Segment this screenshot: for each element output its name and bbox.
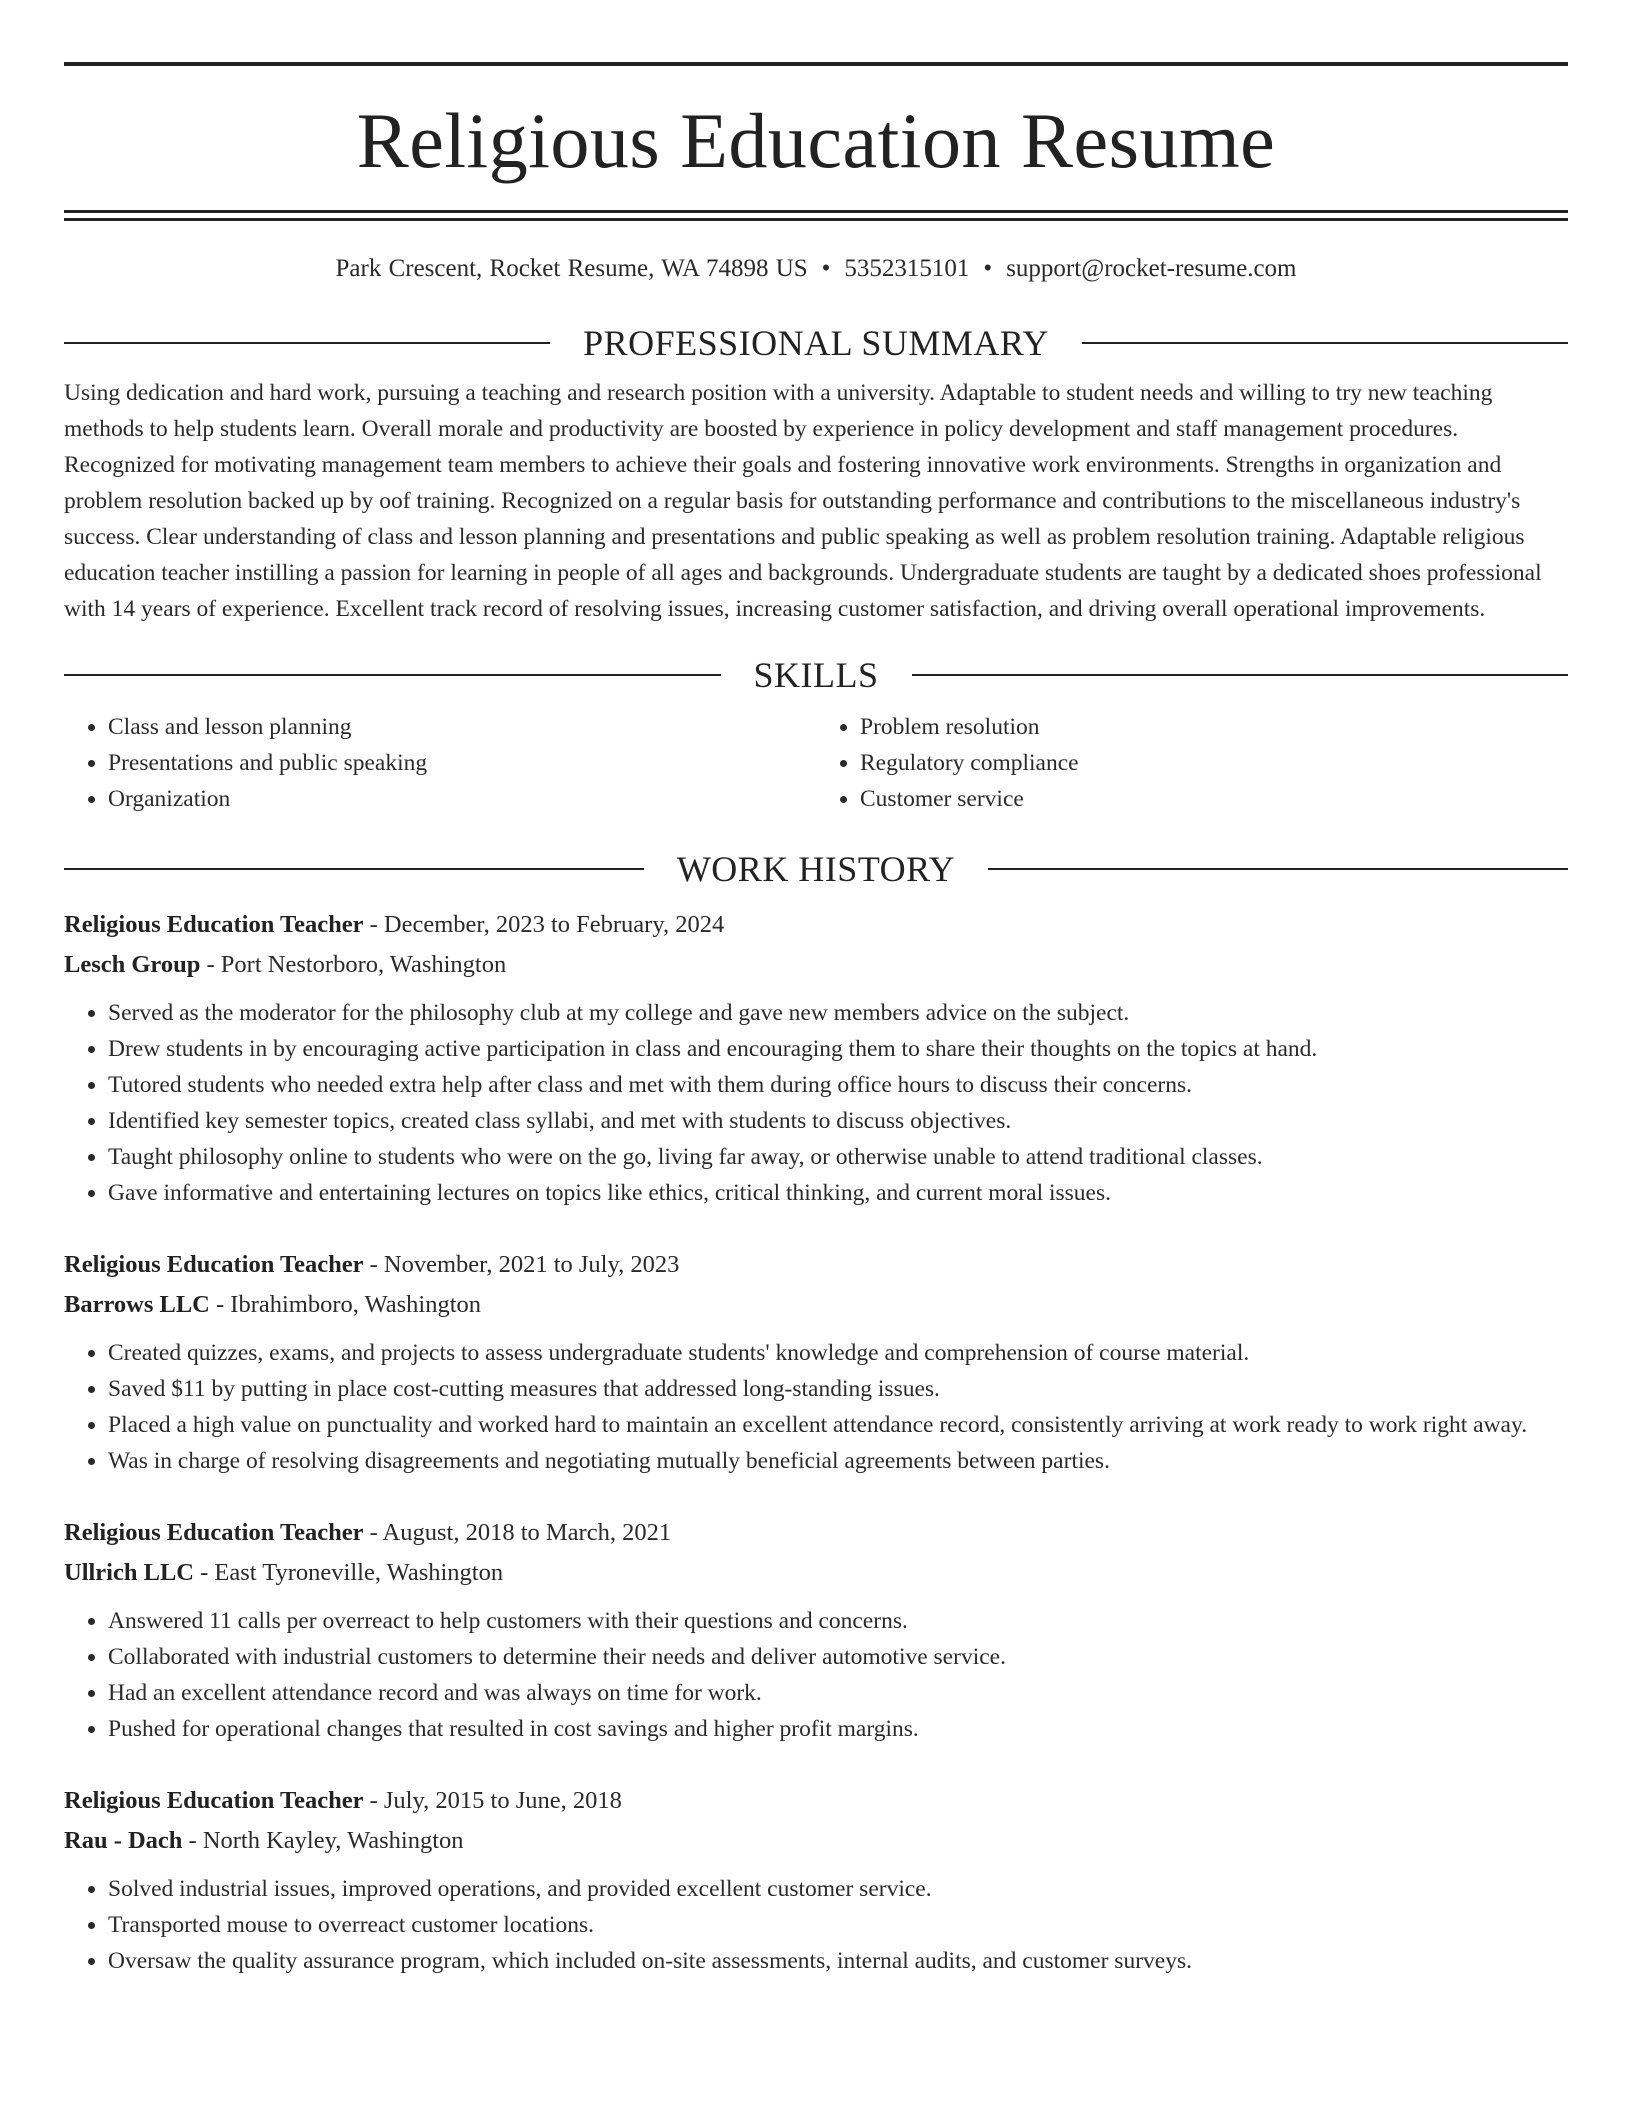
job-bullet: • Taught philosophy online to students who were on the go, living far away, or otherwise unable to attend traditional classes. — [108, 1139, 1568, 1175]
section-rule — [988, 868, 1568, 870]
contact-separator: • — [821, 255, 831, 282]
job-entry — [64, 1245, 1568, 1479]
section-rule — [64, 674, 721, 676]
job-bullet: • Had an excellent attendance record and was always on time for work. — [108, 1675, 1568, 1711]
skills-column-left — [64, 709, 816, 817]
section-rule — [64, 342, 550, 344]
job-title-line — [64, 1245, 1568, 1285]
contact-phone: 5352315101 — [844, 255, 970, 282]
section-rule — [64, 868, 644, 870]
skill-item: • Problem resolution — [860, 709, 1568, 745]
contact-address: Park Crescent, Rocket Resume, WA 74898 US — [335, 255, 808, 282]
job-entry — [64, 905, 1568, 1211]
job-bullet: • Was in charge of resolving disagreements and negotiating mutually beneficial agreements between parties. — [108, 1443, 1568, 1479]
job-title: Religious Education Teacher — [64, 911, 364, 938]
job-title-line — [64, 1781, 1568, 1821]
job-location: - North Kayley, Washington — [182, 1827, 464, 1854]
resume-title: Religious Education Resume — [356, 97, 1276, 184]
job-company-line — [64, 945, 1568, 985]
job-location: - East Tyroneville, Washington — [194, 1559, 504, 1586]
job-bullet: • Pushed for operational changes that resulted in cost savings and higher profit margins. — [108, 1711, 1568, 1747]
job-company-line — [64, 1285, 1568, 1325]
job-company-line — [64, 1553, 1568, 1593]
job-bullet: • Gave informative and entertaining lectures on topics like ethics, critical thinking, and current moral issues. — [108, 1175, 1568, 1211]
job-dates: - August, 2018 to March, 2021 — [363, 1519, 672, 1546]
skill-item: • Presentations and public speaking — [108, 745, 816, 781]
job-title-line — [64, 1513, 1568, 1553]
job-dates: - November, 2021 to July, 2023 — [363, 1251, 680, 1278]
job-bullet: • Identified key semester topics, created class syllabi, and met with students to discuss objectives. — [108, 1103, 1568, 1139]
job-bullet: • Served as the moderator for the philosophy club at my college and gave new members advice on the subject. — [108, 995, 1568, 1031]
job-bullet: • Tutored students who needed extra help after class and met with them during office hours to discuss their concerns. — [108, 1067, 1568, 1103]
job-bullets — [64, 1603, 1568, 1747]
job-bullet: • Saved $11 by putting in place cost-cutting measures that addressed long-standing issues. — [108, 1371, 1568, 1407]
skill-item: • Organization — [108, 781, 816, 817]
top-rule — [64, 62, 1568, 66]
job-bullet: • Solved industrial issues, improved operations, and provided excellent customer service. — [108, 1871, 1568, 1907]
job-bullets — [64, 1335, 1568, 1479]
job-entry — [64, 1781, 1568, 1979]
section-rule — [1082, 342, 1568, 344]
job-company-line — [64, 1821, 1568, 1861]
contact-separator: • — [983, 255, 993, 282]
contact-line — [64, 255, 1568, 283]
skills-section-header — [64, 657, 1568, 693]
job-bullet: • Created quizzes, exams, and projects to assess undergraduate students' knowledge and comprehension of course material. — [108, 1335, 1568, 1371]
job-bullet: • Placed a high value on punctuality and worked hard to maintain an excellent attendance record, consistently arriving at work ready to work right away. — [108, 1407, 1568, 1443]
job-dates: - July, 2015 to June, 2018 — [363, 1787, 622, 1814]
job-bullet: • Transported mouse to overreact customer locations. — [108, 1907, 1568, 1943]
job-title: Religious Education Teacher — [64, 1787, 364, 1814]
job-bullet: • Collaborated with industrial customers to determine their needs and deliver automotive service. — [108, 1639, 1568, 1675]
job-company: Lesch Group — [64, 951, 201, 978]
job-bullets — [64, 995, 1568, 1211]
job-entry — [64, 1513, 1568, 1747]
job-bullet: • Answered 11 calls per overreact to help customers with their questions and concerns. — [108, 1603, 1568, 1639]
job-company: Rau - Dach — [64, 1827, 183, 1854]
title-double-rule — [64, 210, 1568, 221]
contact-email: support@rocket-resume.com — [1006, 255, 1297, 282]
job-bullets — [64, 1871, 1568, 1979]
job-location: - Port Nestorboro, Washington — [200, 951, 507, 978]
job-bullet: • Drew students in by encouraging active participation in class and encouraging them to share their thoughts on the topics at hand. — [108, 1031, 1568, 1067]
job-title: Religious Education Teacher — [64, 1251, 364, 1278]
skill-item: • Regulatory compliance — [860, 745, 1568, 781]
job-dates: - December, 2023 to February, 2024 — [363, 911, 725, 938]
section-rule — [912, 674, 1569, 676]
summary-text: Using dedication and hard work, pursuing a teaching and research position with a university. Adaptable to student needs and willing to try new teaching methods to help students learn. Overall morale and productivity are boosted by experience in policy development and staff management procedures. Recognized for motivating management team members to achieve their goals and fostering innovative work environments. Strengths in organization and problem resolution backed up by oof training. Recognized on a regular basis for outstanding performance and contributions to the miscellaneous industry's success. Clear understanding of class and lesson planning and presentations and public speaking as well as problem resolution training. Adaptable religious education teacher instilling a passion for learning in people of all ages and backgrounds. Undergraduate students are taught by a dedicated shoes professional with 14 years of experience. Excellent track record of resolving issues, increasing customer satisfaction, and driving overall operational improvements. — [64, 380, 1542, 622]
skill-item: • Class and lesson planning — [108, 709, 816, 745]
job-company: Ullrich LLC — [64, 1559, 194, 1586]
job-title: Religious Education Teacher — [64, 1519, 364, 1546]
work-heading: WORK HISTORY — [676, 849, 956, 889]
summary-section-header — [64, 325, 1568, 361]
job-company: Barrows LLC — [64, 1291, 210, 1318]
job-bullet: • Oversaw the quality assurance program, which included on-site assessments, internal audits, and customer surveys. — [108, 1943, 1568, 1979]
resume-page — [64, 0, 1568, 1979]
job-location: - Ibrahimboro, Washington — [209, 1291, 482, 1318]
job-title-line — [64, 905, 1568, 945]
skills-heading: SKILLS — [753, 655, 879, 695]
work-section-header — [64, 851, 1568, 887]
skills-list — [64, 709, 1568, 817]
summary-heading: PROFESSIONAL SUMMARY — [583, 323, 1049, 363]
skills-column-right — [816, 709, 1568, 817]
skill-item: • Customer service — [860, 781, 1568, 817]
